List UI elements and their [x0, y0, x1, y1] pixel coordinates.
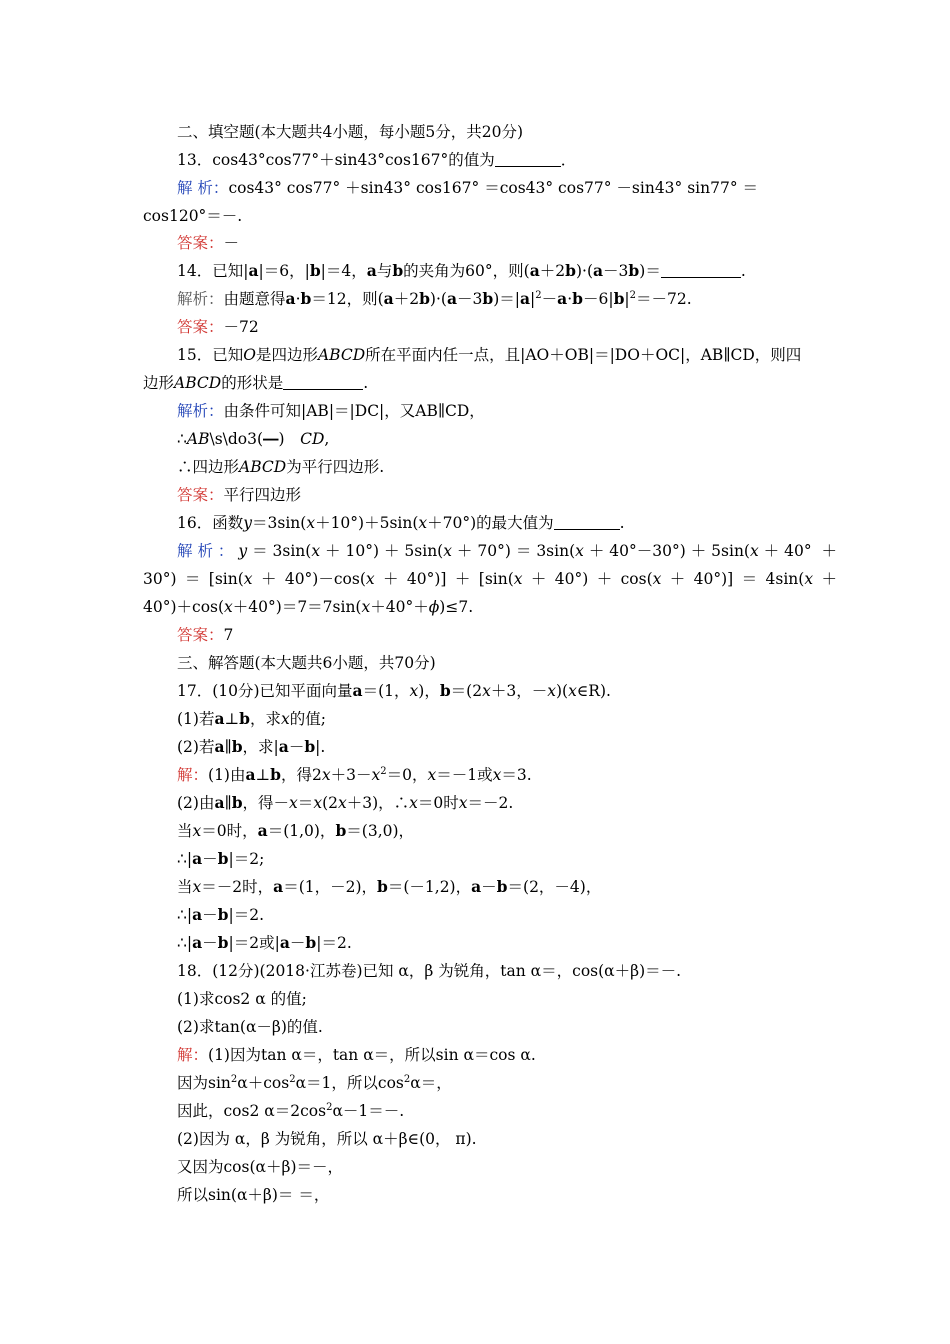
question-14: 14．已知|a|＝6，|b|＝4，a与b的夹角为60°，则(a＋2b)·(a－3b)＝ . — [177, 261, 746, 280]
q16-solution-line-3: 40°)＋cos(x＋40°)＝7＝7sin(x＋40°＋ϕ)≤7. — [143, 598, 474, 616]
answer-label: 答案： — [177, 234, 224, 252]
answer-label: 答案： — [177, 486, 224, 504]
answer-label: 答案： — [177, 626, 224, 644]
q13-solution-line-1: 解 析：cos43° cos77° ＋sin43° cos167° ＝cos43° cos77° －sin43° sin77° ＝ — [177, 179, 759, 197]
q16-solution-line-2: 30°)＝[sin(x＋40°)－cos(x＋40°)]＋[sin(x＋40°)＋cos(x＋40°)]＝4sin(x＋ — [143, 570, 837, 588]
solution-label: 解析： — [177, 290, 224, 308]
q16-answer: 答案：7 — [177, 626, 234, 644]
q15-solution-line-2: ∴AB\s\do3(―) CD, — [177, 429, 330, 448]
q15-solution-line-3: ∴四边形ABCD为平行四边形. — [177, 458, 385, 476]
q18-solution-line-3: 因此，cos2 $\alpha=2\cos^2\alpha-1=-$. — [177, 1101, 405, 1120]
solution-label: 解 析： — [177, 179, 229, 197]
q17-part-1: (1)若a⊥b，求x的值; — [177, 709, 326, 728]
question-18: 18．(12分)(2018·江苏卷)已知 α，β 为锐角，tan α＝，cos(α＋β)＝－. — [177, 962, 682, 980]
question-17: 17．(10分)已知平面向量a＝(1，x)，b＝(2x＋3，－x)(x∈R). — [177, 681, 611, 700]
solution-label: 解析： — [177, 402, 224, 420]
q18-solution-line-6: 所以sin(α＋β)＝ ＝， — [177, 1186, 330, 1204]
section-heading-fill-in: 二、填空题(本大题共4小题，每小题5分，共20分) — [177, 123, 524, 141]
answer-blank — [495, 152, 561, 167]
answer-blank — [554, 515, 620, 530]
answer-blank — [283, 375, 363, 390]
q13-solution-line-2: cos120°＝－. — [143, 207, 243, 225]
answer-label: 答案： — [177, 318, 224, 336]
q14-solution: 解析：由题意得a·b＝12，则$(a+2b)\cdot(a-3b)=|a|^2-a\cdot b-6|b|^2=-72$. — [177, 289, 692, 308]
q17-part-2: (2)若a∥b，求|a－b|. — [177, 737, 326, 756]
q18-solution-line-4: (2)因为 α，β 为锐角，所以 α＋β∈(0， π). — [177, 1130, 477, 1148]
solution-label: 解： — [177, 766, 209, 784]
question-13: 13．cos43°cos77°＋sin43°cos167°的值为 ． — [177, 151, 577, 169]
q17-solution-line-1: 解：(1)由a⊥b，得$2x+3-x^2=0$，x＝－1或x＝3. — [177, 765, 532, 784]
section-heading-answer: 三、解答题(本大题共6小题，共70分) — [177, 654, 436, 672]
q15-answer: 答案：平行四边形 — [177, 486, 302, 504]
q18-solution-line-1: 解：(1)因为tan α＝，tan α＝，所以sin α＝cos α. — [177, 1046, 536, 1064]
q17-case-2: 当x＝－2时，a＝(1，－2)，b＝(－1,2)，a－b＝(2，－4)， — [177, 877, 602, 896]
q17-final: ∴|a－b|＝2或|a－b|＝2. — [177, 933, 352, 952]
q16-solution-line-1: 解析：y＝3sin(x＋10°)＋5sin(x＋70°)＝3sin(x＋40°－30°)＋5sin(x＋40° ＋ — [177, 542, 837, 560]
q14-answer: 答案：－72 — [177, 318, 259, 336]
solution-label: 解： — [177, 1046, 209, 1064]
question-16: 16．函数y＝3sin(x＋10°)＋5sin(x＋70°)的最大值为 . — [177, 514, 625, 532]
q17-case-1: 当x＝0时，a＝(1,0)，b＝(3,0)， — [177, 821, 415, 840]
q18-solution-line-5: 又因为cos(α＋β)＝－， — [177, 1158, 343, 1176]
q13-answer: 答案：－ — [177, 234, 240, 252]
answer-blank — [661, 263, 741, 278]
q18-solution-line-2: 因为$\sin^2\alpha+\cos^2\alpha=1$，所以$\cos^2\alpha=$， — [177, 1073, 452, 1092]
q18-part-2: (2)求tan(α－β)的值. — [177, 1018, 323, 1036]
question-15-line-2: 边形ABCD的形状是 . — [143, 374, 369, 392]
q17-solution-line-2: (2)由a∥b，得－x＝x(2x＋3)，∴x＝0时x＝－2. — [177, 793, 514, 812]
q17-result-1: ∴|a－b|＝2; — [177, 849, 265, 868]
question-15-line-1: 15．已知O是四边形ABCD所在平面内任一点，且|AO＋OB|＝|DO＋OC|，AB∥CD，则四 — [177, 346, 802, 364]
solution-label: 解析： — [177, 542, 239, 560]
q15-solution-line-1: 解析：由条件可知|AB|＝|DC|，又AB∥CD， — [177, 402, 485, 420]
q18-part-1: (1)求cos2 α 的值; — [177, 990, 307, 1008]
q17-result-2: ∴|a－b|＝2. — [177, 905, 265, 924]
